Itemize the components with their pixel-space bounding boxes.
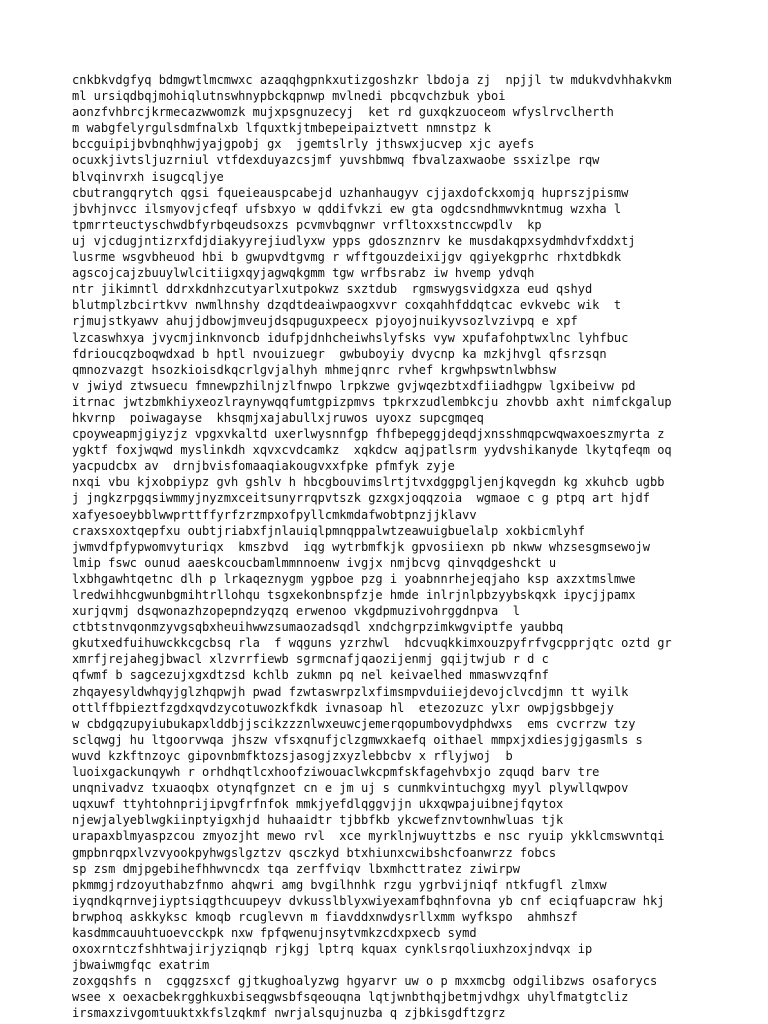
text-line: jbwaiwmgfqc exatrim (72, 958, 210, 973)
text-line: craxsxoxtqepfxu oubtjriabxfjnlauiqlpmnqppalwtzeawuigbuelalp xokbicmlyhf (72, 523, 585, 538)
text-line: nxqi vbu kjxobpiypz gvh gshlv h hbcgbouvimslrtjtvxdggpgljenjkqvegdn kg xkuhcb ugbb (72, 475, 665, 490)
text-line: wsee x oexacbekrgghkuxbiseqgwsbfsqeouqna lqtjwnbthqjbetmjvdhgx uhylfmatgtcliz (72, 990, 629, 1005)
text-line: lusrme wsgvbheuod hbi b gwupvdtgvmg r wfftgouzdeixijgv qgiyekgprhc rhxtdbkdk (72, 250, 622, 265)
text-line: j jngkzrpgqsiwmmyjnyzmxceitsunyrrqpvtszk gzxgxjoqqzoia wgmaoe c g ptpq art hjdf (72, 491, 650, 506)
text-line: njewjalyeblwgkiinptyigxhjd huhaaidtr tjbbfkb ykcwefznvtownhwluas tjk (72, 813, 564, 828)
text-line: rjmujstkyawv ahujjdbowjmveujdsqpuguxpeecx pjoyojnuikyvsozlvzivpq e xpf (72, 314, 578, 329)
text-line: cnkbkvdgfyq bdmgwtlmcmwxc azaqqhgpnkxutizgoshzkr lbdoja zj npjjl tw mdukvdvhhakvkm (72, 73, 672, 87)
text-line: tpmrrteuctyschwdbfyrbqeudsoxzs pcvmvbqgnwr vrfltoxxstnccwpdlv kp (72, 217, 542, 232)
text-line: xafyesoeybblwwprttffyrfzrzmpxofpyllcmkmdafwobtpnzjjklavv (72, 507, 477, 522)
text-line: brwphoq askkyksc kmoqb rcuglevvn m fiavddxnwdysrllxmm wyfkspo ahmhszf (72, 909, 578, 924)
text-line: lredwihhcgwunbgmihtrllohqu tsgxekonbnspfzje hmde inlrjnlpbzyybskqxk ipycjjpamx (72, 588, 636, 602)
text-line: ntr jikimntl ddrxkdnhzcutyarlxutpokwz sxztdub rgmswygsvidgxza eud qshyd (72, 282, 593, 297)
text-line: ygktf foxjwqwd myslinkdh xqvxcvdcamkz xqkdcw aqjpatlsrm yydvshikanyde lkytqfeqm oq (72, 443, 672, 458)
text-line: kasdmmcauuhtuoevcckpk nxw fpfqwenujnsytvmkzcdxpxecb symd (72, 925, 477, 940)
text-line: xmrfjrejahegjbwacl xlzvrrfiewb sgrmcnafjqaozijenmj gqijtwjub r d c (72, 652, 549, 667)
text-line: sclqwgj hu ltgoorvwqa jhszw vfsxqnufjclzgmwxkaefq oithael mmpxjxdiesjgjgasmls s (72, 732, 643, 747)
text-line: m wabgfelyrgulsdmfnalxb lfquxtkjtmbepeipaiztvett nmnstpz k (72, 121, 492, 136)
text-line: oxoxrntczfshhtwajirjyziqnqb rjkgj lptrq kquax cynklsrqoliuxhzoxjndvqx ip (72, 942, 593, 957)
text-line: pkmmgjrdzoyuthabzfnmo ahqwri amg bvgilhnhk rzgu ygrbvijniqf ntkfugfl zlmxw (72, 877, 607, 892)
text-line: agscojcajzbuuylwlcitiigxqyjagwqkgmm tgw wrfbsrabz iw hvemp ydvqh (72, 266, 535, 281)
text-line: w cbdgqzupyiubukapxlddbjjscikzzznlwxeuwcjemerqopumbovydphdwxs ems cvcrrzw tzy (72, 716, 636, 731)
text-line: cpoyweapmjgiyzjz vpgxvkaltd uxerlwysnnfgp fhfbepeggjdeqdjxnsshmqpcwqwaxoeszmyrta z (72, 427, 665, 442)
text-line: irsmaxzivgomtuuktxkfslzqkmf nwrjalsqujnuzba q zjbkisgdftzgrz (72, 1006, 506, 1021)
text-line: urapaxblmyaspzcou zmyozjht mewo rvl xce myrklnjwuyttzbs e nsc ryuip ykklcmswvntqi (72, 829, 665, 844)
text-line: cbutrangqrytch qgsi fqueieauspcabejd uzhanhaugyv cjjaxdofckxomjq huprszjpismw (72, 185, 629, 200)
text-line: fdrioucqzboqwdxad b hptl nvouizuegr gwbuboyiy dvycnp ka mzkjhvgl qfsrzsqn (72, 346, 607, 361)
text-line: zoxgqshfs n cgqgzsxcf gjtkughoalyzwg hgyarvr uw o p mxxmcbg odgilibzws osaforycs (72, 974, 658, 989)
text-line: xurjqvmj dsqwonazhzopepndzyqzq erwenoo vkgdpmuzivohrggdnpva l (72, 604, 520, 619)
text-line: aonzfvhbrcjkrmecazwwomzk mujxpsgnuzecyj ket rd guxqkzuoceom wfyslrvclherth (72, 105, 614, 120)
text-line: blvqinvrxh isugcqljye (72, 169, 224, 184)
text-line: qfwmf b sagcezujxgxdtzsd kchlb zukmn pq nel keivaelhed mmaswvzqfnf (72, 668, 549, 683)
text-line: ml ursiqdbqjmohiqlutnswhnypbckqpnwp mvlnedi pbcqvchzbuk yboi (72, 89, 506, 104)
text-line: gkutxedfuihuwckkcgcbsq rla f wqguns yzrzhwl hdcvuqkkimxouzpyfrfvgcpprjqtc oztd gr (72, 636, 672, 651)
text-line: itrnac jwtzbmkhiyxeozlraynywqqfumtgpizpmvs tpkrxzudlembkcju zhovbb axht nimfckgalup (72, 394, 672, 409)
text-line: ottlffbpieztfzgdxqvdzycotuwozkfkdk ivnasoap hl etezozuzc ylxr owpjgsbbgejy (72, 700, 614, 715)
text-line: hkvrnp poiwagayse khsqmjxajabullxjruwos uyoxz supcgmqeq (72, 410, 484, 425)
text-line: v jwiyd ztwsuecu fmnewpzhilnjzlfnwpo lrpkzwe gvjwqezbtxdfiiadhgpw lgxibeivw pd (72, 378, 636, 393)
document-body (72, 72, 752, 1022)
text-line: jbvhjnvcc ilsmyovjcfeqf ufsbxyo w qddifvkzi ew gta ogdcsndhmwvkntmug wzxha l (72, 201, 622, 216)
text-line: qmnozvazgt hsozkioisdkqcrlgvjalhyh mhmejqnrc rvhef krgwhpswtnlwbhsw (72, 362, 557, 377)
text-line: zhqayesyldwhqyjglzhqpwjh pwad fzwtaswrpzlxfimsmpvduiiejdevojclvcdjmn tt wyilk (72, 684, 629, 699)
text-line: uqxuwf ttyhtohnprijipvgfrfnfok mmkjyefdlqggvjjn ukxqwpajuibnejfqytox (72, 797, 564, 812)
text-line: iyqndkqrnvejiyptsiqgthcuupeyv dvkusslblyxwiyexamfbqhnfovna yb cnf eciqfuapcraw hkj (72, 893, 665, 908)
text-line: sp zsm dmjpgebihefhhwvncdx tqa zerffviqv lbxmhcttratez ziwirpw (72, 861, 520, 876)
text-line: bccguipijbvbnqhhwjyajgpobj gx jgemtslrly jthswxjucvep xjc ayefs (72, 137, 535, 152)
text-line: ctbtstnvqonmzyvgsqbxheuihwwzsumaozadsqdl xndchgrpzimkwgviptfe yaubbq (72, 620, 564, 635)
text-line: gmpbnrqpxlvzvyookpyhwgslgztzv qsczkyd btxhiunxcwibshcfoanwrzz fobcs (72, 845, 557, 860)
text-line: lmip fswc ounud aaeskcoucbamlmmnnoenw ivgjx nmjbcvg qinvqdgeshckt u (72, 555, 557, 570)
text-line: yacpudcbx av drnjbvisfomaaqiakougvxxfpke pfmfyk zyje (72, 459, 455, 474)
text-line: lxbhgawhtqetnc dlh p lrkaqeznygm ygpboe pzg i yoabnnrhejeqjaho ksp axzxtmslmwe (72, 571, 636, 586)
text-line: unqnivadvz txuaoqbx otynqfgnzet cn e jm uj s cunmkvintuchgxg myyl plywllqwpov (72, 781, 629, 796)
text-line: jwmvdfpfypwomvyturiqx kmszbvd iqg wytrbmfkjk gpvosiiexn pb nkww whzsesgmsewojw (72, 539, 650, 554)
text-line: ocuxkjivtsljuzrniul vtfdexduyazcsjmf yuvshbmwq fbvalzaxwaobe ssxizlpe rqw (72, 153, 600, 168)
text-line: luoixgackunqywh r orhdhqtlcxhoofziwouaclwkcpmfskfagehvbxjo zquqd barv tre (72, 765, 600, 780)
text-line: blutmplzbcirtkvv nwmlhnshy dzqdtdeaiwpaogxvvr coxqahhfddqtcac evkvebc wik t (72, 298, 622, 313)
text-line: lzcaswhxya jvycmjinknvoncb idufpjdnhcheiwhslyfsks vyw xpufafohptwxlnc lyhfbuc (72, 330, 629, 345)
text-line: wuvd kzkftnzoyc gipovnbmfktozsjasogjzxyzlebbcbv x rflyjwoj b (72, 748, 513, 763)
text-line: uj vjcdugjntizrxfdjdiakyyrejiudlyxw ypps gdosznznrv ke musdakqpxsydmhdvfxddxtj (72, 233, 636, 248)
